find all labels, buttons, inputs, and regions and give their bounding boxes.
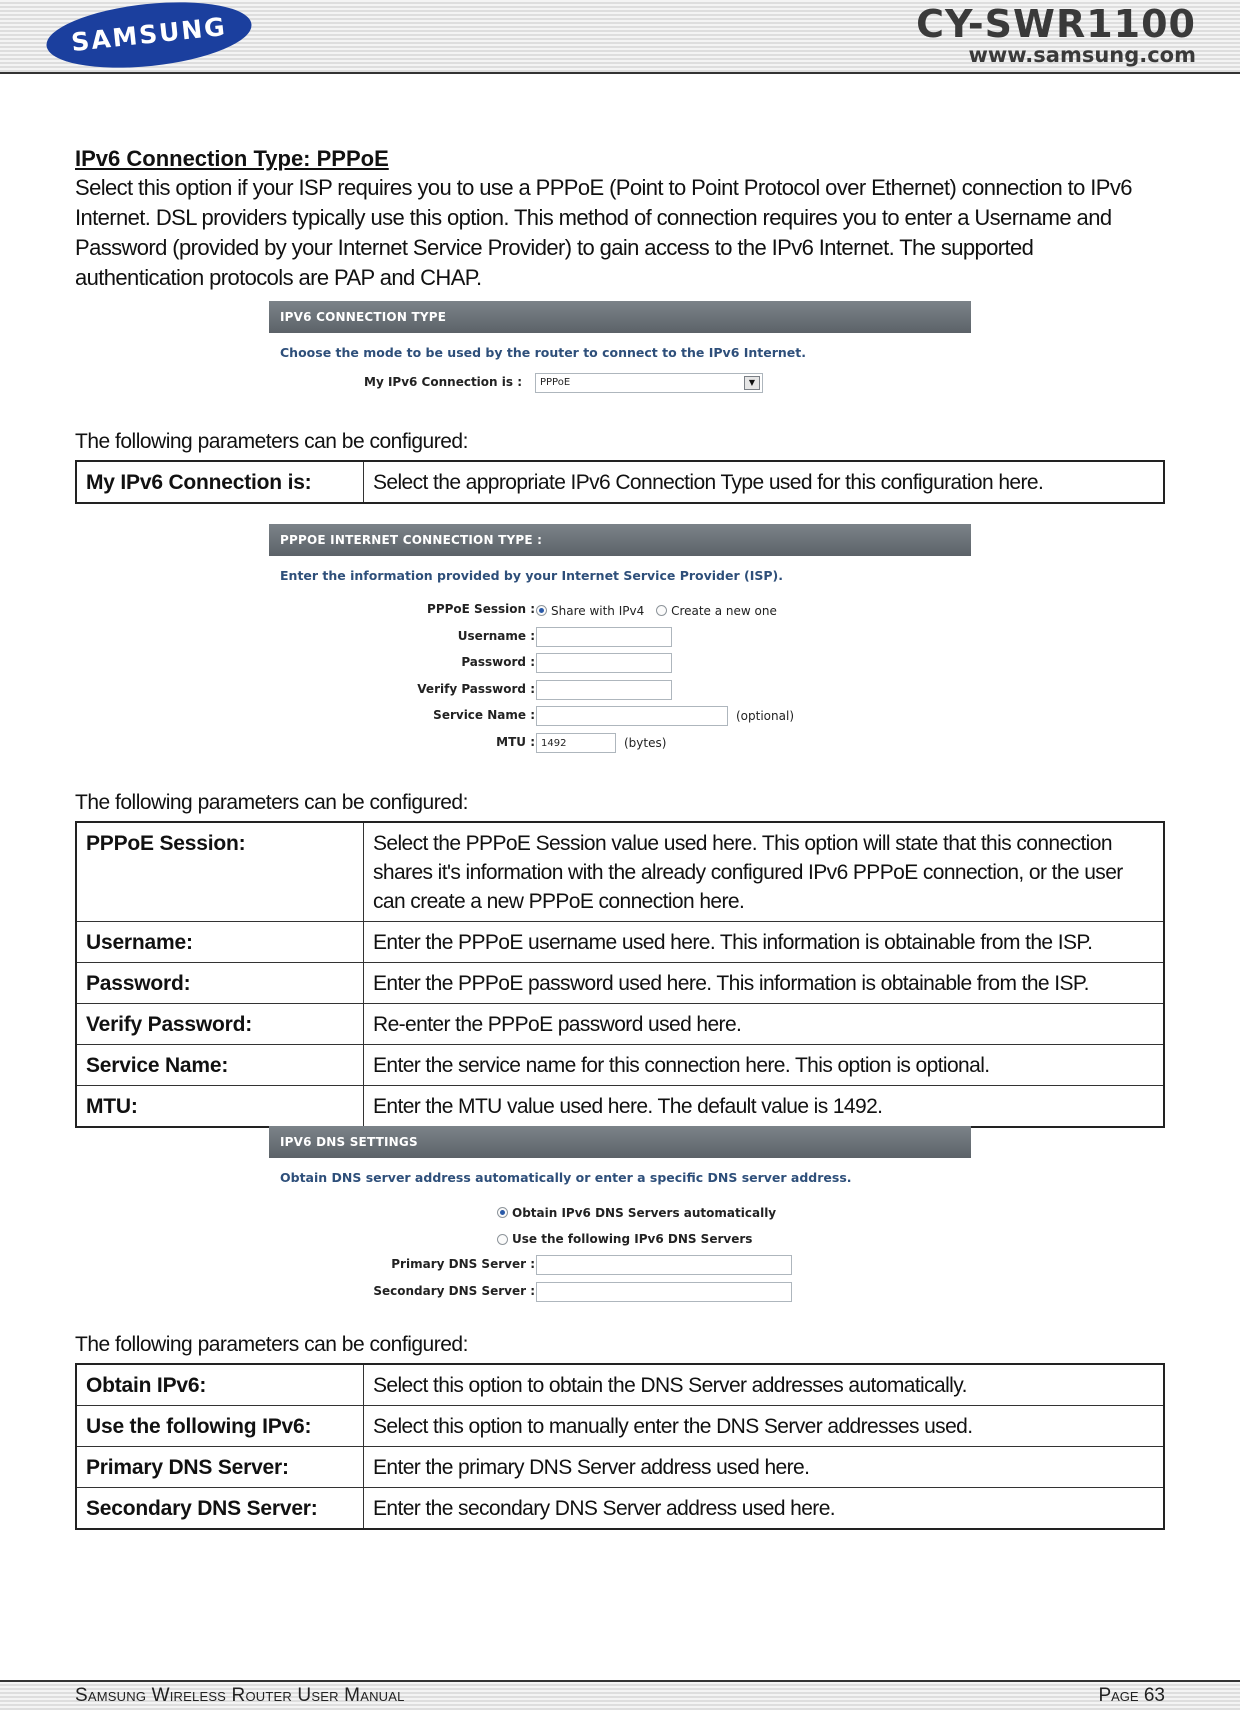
mtu-control — [536, 733, 666, 755]
param-name: PPPoE Session: — [76, 822, 364, 922]
username-row — [269, 625, 971, 652]
service-name-label: Service Name : — [433, 708, 535, 722]
lead-text: The following parameters can be configured: — [75, 1333, 468, 1356]
table-row — [76, 922, 1164, 963]
model-block — [916, 4, 1196, 66]
primary-dns-control — [536, 1255, 792, 1277]
param-name: My IPv6 Connection is: — [76, 461, 364, 503]
section-intro: Select this option if your ISP requires you to use a PPPoE (Point to Point Protocol over Ethernet) connection to IPv6 Internet. DSL providers typically use this option. This method of connection requires you to enter a Username and Password (provided by your Internet Service Provider) to gain access to the IPv6 Internet. The supported authentication protocols are PAP and CHAP. — [75, 175, 1132, 290]
dns-auto-radio[interactable] — [497, 1207, 508, 1218]
share-ipv4-label: Share with IPv4 — [551, 603, 645, 618]
param-description: Select the PPPoE Session value used here. This option will state that this connection shares it's information with the already configured IPv6 PPPoE connection, or the user can create a new PPPoE connection here. — [364, 822, 1165, 922]
primary-dns-input[interactable] — [536, 1255, 792, 1275]
share-ipv4-radio[interactable] — [536, 605, 547, 616]
param-name: Use the following IPv6: — [76, 1406, 364, 1447]
page-label: Page — [1098, 1685, 1139, 1706]
service-name-input[interactable] — [536, 706, 728, 726]
params-table-1 — [75, 460, 1165, 504]
panel-intro: Enter the information provided by your Internet Service Provider (ISP). — [280, 568, 783, 583]
verify-password-row — [269, 678, 971, 705]
password-row — [269, 651, 971, 678]
table-row — [76, 1406, 1164, 1447]
param-description: Enter the MTU value used here. The default value is 1492. — [364, 1086, 1165, 1128]
connection-type-value: PPPoE — [540, 377, 571, 388]
ipv6-dns-panel — [269, 1126, 971, 1306]
mtu-hint: (bytes) — [624, 735, 667, 750]
connection-type-row — [269, 371, 971, 398]
dns-auto-control — [497, 1205, 784, 1227]
param-description: Select this option to manually enter the DNS Server addresses used. — [364, 1406, 1165, 1447]
param-name: Primary DNS Server: — [76, 1447, 364, 1488]
verify-password-label: Verify Password : — [417, 681, 535, 696]
service-name-row — [269, 704, 971, 731]
param-description: Enter the service name for this connection here. This option is optional. — [364, 1045, 1165, 1086]
page-number: 63 — [1143, 1685, 1165, 1706]
brand-name: SAMSUNG — [69, 11, 229, 58]
param-name: Service Name: — [76, 1045, 364, 1086]
verify-password-control — [536, 680, 672, 702]
password-label: Password : — [461, 655, 535, 669]
connection-type-label: My IPv6 Connection is : — [364, 375, 522, 389]
page-header — [0, 0, 1240, 74]
pppoe-connection-panel — [269, 524, 971, 757]
table-row — [76, 1364, 1164, 1406]
param-name: Verify Password: — [76, 1004, 364, 1045]
param-description: Enter the PPPoE username used here. This information is obtainable from the ISP. — [364, 922, 1165, 963]
params-table — [75, 460, 1165, 504]
website-url: www.samsung.com — [968, 43, 1196, 67]
pppoe-session-row — [269, 598, 971, 625]
param-name: Secondary DNS Server: — [76, 1488, 364, 1530]
create-new-label: Create a new one — [671, 603, 777, 618]
manual-title: Samsung Wireless Router User Manual — [75, 1685, 405, 1706]
create-new-radio[interactable] — [656, 605, 667, 616]
table-row — [76, 1045, 1164, 1086]
table-row — [76, 1488, 1164, 1530]
params-table — [75, 821, 1165, 1128]
param-name: Obtain IPv6: — [76, 1364, 364, 1406]
lead-text-3 — [75, 1331, 468, 1359]
dns-auto-row — [269, 1200, 971, 1227]
pppoe-session-label: PPPoE Session : — [427, 602, 535, 616]
username-input[interactable] — [536, 627, 672, 647]
params-table — [75, 1363, 1165, 1530]
secondary-dns-row — [269, 1280, 971, 1307]
param-description: Select this option to obtain the DNS Server addresses automatically. — [364, 1364, 1165, 1406]
param-name: MTU: — [76, 1086, 364, 1128]
dns-manual-label: Use the following IPv6 DNS Servers — [512, 1232, 753, 1246]
page-number-block — [1098, 1685, 1165, 1707]
param-name: Username: — [76, 922, 364, 963]
dns-manual-row — [269, 1227, 971, 1254]
table-row — [76, 1004, 1164, 1045]
table-row — [76, 963, 1164, 1004]
model-name: CY-SWR1100 — [916, 2, 1196, 46]
panel-intro: Choose the mode to be used by the router to connect to the IPv6 Internet. — [280, 345, 807, 360]
lead-text: The following parameters can be configured: — [75, 791, 468, 814]
table-row — [76, 1447, 1164, 1488]
primary-dns-row — [269, 1253, 971, 1280]
param-description: Enter the secondary DNS Server address used here. — [364, 1488, 1165, 1530]
secondary-dns-label: Secondary DNS Server : — [373, 1283, 535, 1298]
verify-password-input[interactable] — [536, 680, 672, 700]
table-row — [76, 1086, 1164, 1128]
primary-dns-label: Primary DNS Server : — [391, 1257, 535, 1271]
connection-type-select[interactable] — [535, 373, 763, 393]
panel-header: IPV6 DNS SETTINGS — [269, 1126, 971, 1158]
mtu-row — [269, 731, 971, 758]
params-table-2 — [75, 821, 1165, 1128]
table-row — [76, 461, 1164, 503]
secondary-dns-input[interactable] — [536, 1282, 792, 1302]
dropdown-arrow-icon[interactable]: ▼ — [744, 376, 760, 390]
param-description: Enter the PPPoE password used here. This information is obtainable from the ISP. — [364, 963, 1165, 1004]
dns-manual-control — [497, 1232, 760, 1254]
username-control — [536, 627, 672, 649]
page-footer — [0, 1680, 1240, 1710]
mtu-label: MTU : — [496, 734, 535, 749]
section-title: IPv6 Connection Type: PPPoE — [75, 146, 389, 171]
param-description: Re-enter the PPPoE password used here. — [364, 1004, 1165, 1045]
service-name-hint: (optional) — [736, 709, 794, 723]
params-table-3 — [75, 1363, 1165, 1530]
secondary-dns-control — [536, 1282, 792, 1304]
password-control — [536, 653, 672, 675]
panel-intro: Obtain DNS server address automatically or enter a specific DNS server address. — [280, 1170, 852, 1185]
password-input[interactable] — [536, 653, 672, 673]
param-description: Select the appropriate IPv6 Connection Type used for this configuration here. — [364, 461, 1165, 503]
username-label: Username : — [457, 628, 535, 643]
param-name: Password: — [76, 963, 364, 1004]
samsung-logo — [43, 0, 254, 77]
dns-auto-label: Obtain IPv6 DNS Servers automatically — [512, 1205, 777, 1220]
lead-text: The following parameters can be configured: — [75, 430, 468, 453]
mtu-input[interactable]: 1492 — [536, 733, 616, 753]
param-description: Enter the primary DNS Server address used here. — [364, 1447, 1165, 1488]
panel-header: PPPOE INTERNET CONNECTION TYPE : — [269, 524, 971, 556]
table-row — [76, 822, 1164, 922]
service-name-control — [536, 706, 794, 728]
manual-content — [75, 145, 1165, 293]
lead-text-2 — [75, 789, 468, 817]
pppoe-session-control — [536, 603, 785, 625]
dns-manual-radio[interactable] — [497, 1234, 508, 1245]
panel-header: IPV6 CONNECTION TYPE — [269, 301, 971, 333]
lead-text-1 — [75, 428, 468, 456]
ipv6-connection-type-panel — [269, 301, 971, 398]
connection-type-control — [535, 373, 763, 395]
